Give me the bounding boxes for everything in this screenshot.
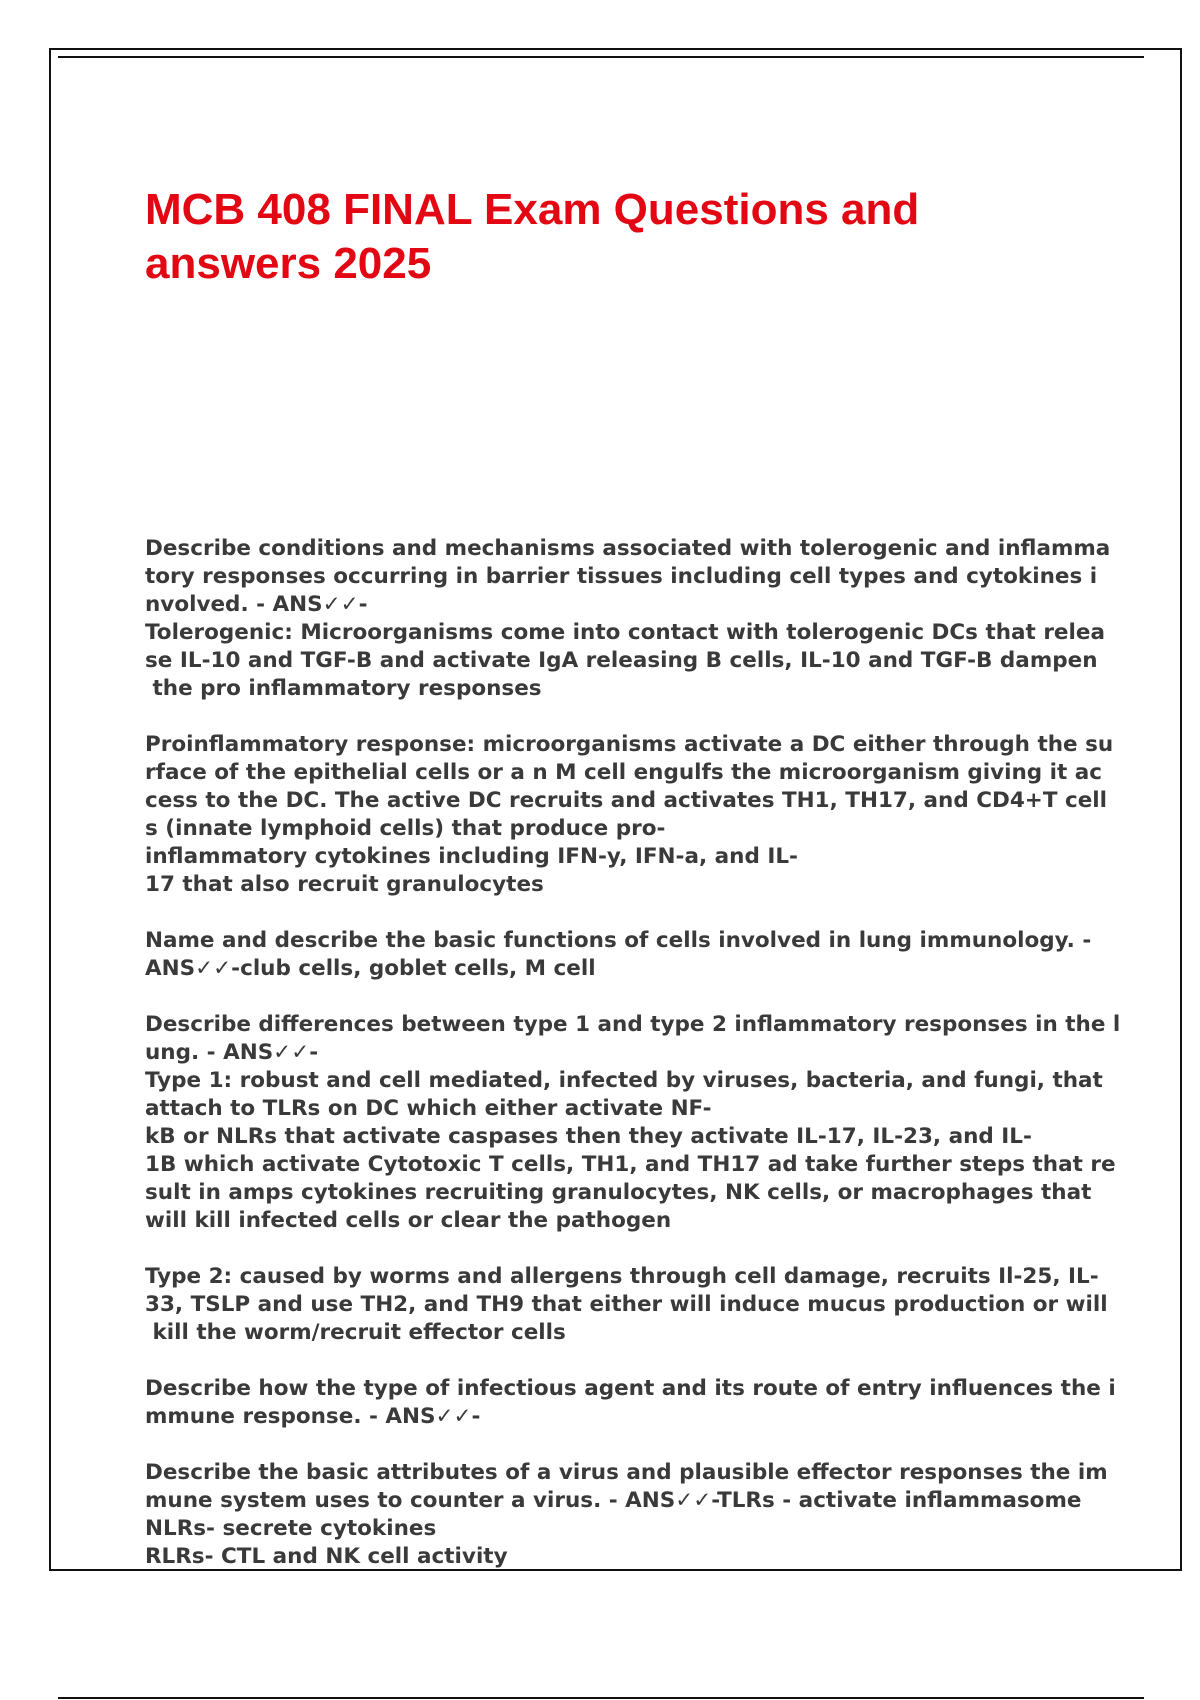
text-line: Name and describe the basic functions of cells involved in lung immunology. -: [145, 928, 1092, 953]
title-line: MCB 408 FINAL Exam Questions and: [145, 185, 920, 234]
text-line: 33, TSLP and use TH2, and TH9 that either will induce mucus production or will: [145, 1292, 1108, 1317]
text-line: Type 1: robust and cell mediated, infected by viruses, bacteria, and fungi, that: [145, 1068, 1103, 1093]
text-line: RLRs- CTL and NK cell activity: [145, 1544, 508, 1569]
text-line: ANS✓✓-club cells, goblet cells, M cell: [145, 956, 596, 981]
text-line: tory responses occurring in barrier tissues including cell types and cytokines i: [145, 564, 1098, 589]
qa-block-lung-cells: [145, 927, 1092, 983]
qa-block-type2: [145, 1263, 1108, 1347]
text-line: kB or NLRs that activate caspases then they activate IL-17, IL-23, and IL-: [145, 1124, 1032, 1149]
text-line: the pro inflammatory responses: [145, 676, 542, 701]
text-line: s (innate lymphoid cells) that produce pro-: [145, 816, 666, 841]
top-rule: [58, 56, 1144, 58]
text-line: attach to TLRs on DC which either activate NF-: [145, 1096, 712, 1121]
text-line: mune system uses to counter a virus. - ANS✓✓-TLRs - activate inflammasome: [145, 1488, 1082, 1513]
text-line: Describe conditions and mechanisms associated with tolerogenic and inflamma: [145, 536, 1111, 561]
text-line: ung. - ANS✓✓-: [145, 1040, 319, 1065]
text-line: 17 that also recruit granulocytes: [145, 872, 544, 897]
qa-block-type1-type2: [145, 1011, 1121, 1235]
bottom-rule: [58, 1697, 1144, 1699]
text-line: inflammatory cytokines including IFN-y, IFN-a, and IL-: [145, 844, 798, 869]
text-line: cess to the DC. The active DC recruits and activates TH1, TH17, and CD4+T cell: [145, 788, 1108, 813]
text-line: kill the worm/recruit effector cells: [145, 1320, 566, 1345]
qa-block-barrier-tissues: [145, 535, 1111, 703]
text-line: Proinflammatory response: microorganisms activate a DC either through the su: [145, 732, 1114, 757]
text-line: se IL-10 and TGF-B and activate IgA releasing B cells, IL-10 and TGF-B dampen: [145, 648, 1098, 673]
text-line: 1B which activate Cytotoxic T cells, TH1, and TH17 ad take further steps that re: [145, 1152, 1116, 1177]
qa-block-proinflammatory: [145, 731, 1114, 899]
text-line: mmune response. - ANS✓✓-: [145, 1404, 481, 1429]
text-line: will kill infected cells or clear the pathogen: [145, 1208, 672, 1233]
text-line: rface of the epithelial cells or a n M cell engulfs the microorganism giving it ac: [145, 760, 1103, 785]
document-title: [145, 183, 1045, 291]
text-line: nvolved. - ANS✓✓-: [145, 592, 368, 617]
title-line: answers 2025: [145, 239, 432, 288]
text-line: Describe differences between type 1 and type 2 inflammatory responses in the l: [145, 1012, 1121, 1037]
text-line: Describe how the type of infectious agent and its route of entry influences the i: [145, 1376, 1116, 1401]
document-body: [145, 535, 1121, 1599]
qa-block-infectious-agent: [145, 1375, 1116, 1431]
qa-block-virus: [145, 1459, 1108, 1571]
text-line: Tolerogenic: Microorganisms come into contact with tolerogenic DCs that relea: [145, 620, 1105, 645]
text-line: Type 2: caused by worms and allergens through cell damage, recruits Il-25, IL-: [145, 1264, 1099, 1289]
text-line: sult in amps cytokines recruiting granulocytes, NK cells, or macrophages that: [145, 1180, 1092, 1205]
text-line: NLRs- secrete cytokines: [145, 1516, 437, 1541]
text-line: Describe the basic attributes of a virus and plausible effector responses the im: [145, 1460, 1108, 1485]
